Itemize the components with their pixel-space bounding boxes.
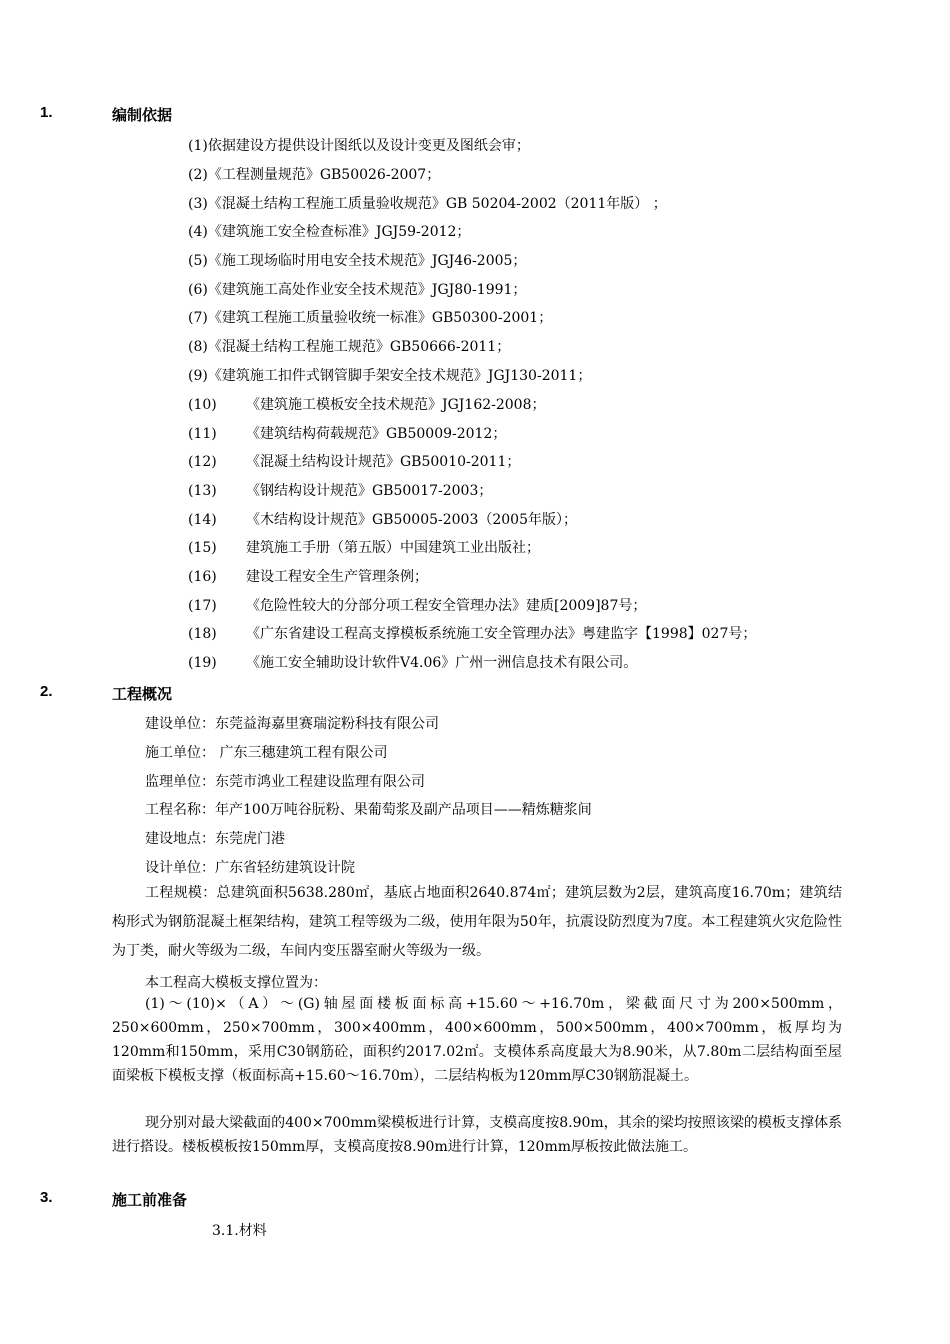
reference-item — [188, 451, 520, 471]
reference-text: 《广东省建设工程高支撑模板系统施工安全管理办法》粤建监字【1998】027号； — [246, 626, 757, 642]
section-1-number: 1. — [40, 104, 53, 121]
reference-item — [188, 537, 540, 557]
reference-text: 《钢结构设计规范》GB50017-2003； — [246, 483, 493, 499]
reference-item: (8)《混凝土结构工程施工规范》GB50666-2011； — [188, 339, 511, 355]
reference-item: (2)《工程测量规范》GB50026-2007； — [188, 167, 441, 183]
section-3-number: 3. — [40, 1189, 53, 1206]
reference-item: (4)《建筑施工安全检查标准》JGJ59-2012； — [188, 224, 471, 240]
reference-text: 《混凝土结构设计规范》GB50010-2011； — [246, 454, 521, 470]
location-line: 建设地点：东莞虎门港 — [145, 831, 285, 847]
reference-text: 《施工安全辅助设计软件V4.06》广州一洲信息技术有限公司。 — [246, 655, 638, 671]
reference-text: 《危险性较大的分部分项工程安全管理办法》建质[2009]87号； — [246, 598, 647, 614]
reference-text: 建设工程安全生产管理条例； — [246, 569, 428, 585]
reference-text: 《建筑施工模板安全技术规范》JGJ162-2008； — [246, 397, 546, 413]
section-2-title: 工程概况 — [112, 686, 173, 703]
support-position-paragraph: (1)～(10)×（A）～(G)轴屋面楼板面标高+15.60～+16.70m，梁截面尺寸为200×500mm，250×600mm，250×700mm，300×400mm，400×600mm，500×500mm，400×700mm，板厚均为120mm和150mm，采用C30钢筋砼，面积约2017.02㎡。支模体系高度最大为8.90米，从7.80m二层结构面至屋面梁板下模板支撑（板面标高+15.60～16.70m），二层结构板为120mm厚C30钢筋混凝土。 — [112, 996, 842, 1084]
reference-item — [188, 480, 492, 500]
contractor-line: 施工单位： 广东三穗建筑工程有限公司 — [145, 745, 388, 761]
reference-number: (10) — [188, 397, 217, 413]
reference-number: (11) — [188, 426, 217, 442]
reference-number: (19) — [188, 655, 217, 671]
reference-item — [188, 652, 637, 672]
reference-item — [188, 595, 646, 615]
reference-item: (5)《施工现场临时用电安全技术规范》JGJ46-2005； — [188, 253, 527, 269]
reference-number: (14) — [188, 512, 217, 528]
reference-item — [188, 394, 546, 414]
scale-paragraph: 工程规模：总建筑面积5638.280㎡，基底占地面积2640.874㎡；建筑层数为2层，建筑高度16.70m；建筑结构形式为钢筋混凝土框架结构，建筑工程等级为二级，使用年限为50年，抗震设防烈度为7度。本工程建筑火灾危险性为丁类，耐火等级为二级，车间内变压器室耐火等级为一级。 — [112, 885, 842, 959]
support-position-title: 本工程高大模板支撑位置为： — [145, 975, 327, 991]
reference-item: (9)《建筑施工扣件式钢管脚手架安全技术规范》JGJ130-2011； — [188, 368, 592, 384]
reference-item: (1)依据建设方提供设计图纸以及设计变更及图纸会审； — [188, 138, 530, 154]
reference-number: (13) — [188, 483, 217, 499]
section-1-title: 编制依据 — [112, 107, 173, 124]
reference-item: (3)《混凝土结构工程施工质量验收规范》GB 50204-2002（2011年版） ； — [188, 196, 667, 212]
reference-text: 《木结构设计规范》GB50005-2003（2005年版）； — [246, 512, 577, 528]
section-3-title: 施工前准备 — [112, 1192, 188, 1209]
owner-line: 建设单位：东莞益海嘉里赛瑞淀粉科技有限公司 — [145, 716, 439, 732]
reference-text: 《建筑结构荷载规范》GB50009-2012； — [246, 426, 507, 442]
subsection-heading: 3.1.材料 — [212, 1223, 267, 1239]
reference-number: (16) — [188, 569, 217, 585]
reference-item: (6)《建筑施工高处作业安全技术规范》JGJ80-1991； — [188, 282, 527, 298]
reference-number: (15) — [188, 540, 217, 556]
reference-number: (17) — [188, 598, 217, 614]
reference-number: (18) — [188, 626, 217, 642]
reference-item: (7)《建筑工程施工质量验收统一标准》GB50300-2001； — [188, 310, 553, 326]
reference-text: 建筑施工手册（第五版）中国建筑工业出版社； — [246, 540, 540, 556]
reference-item — [188, 509, 577, 529]
supervisor-line: 监理单位：东莞市鸿业工程建设监理有限公司 — [145, 774, 425, 790]
reference-item — [188, 623, 756, 643]
project-name-line: 工程名称：年产100万吨谷朊粉、果葡萄浆及副产品项目——精炼糖浆间 — [145, 802, 592, 818]
reference-number: (12) — [188, 454, 217, 470]
reference-item — [188, 423, 506, 443]
calculation-paragraph: 现分别对最大梁截面的400×700mm梁模板进行计算，支模高度按8.90m，其余的梁均按照该梁的模板支撑体系进行搭设。楼板模板按150mm厚，支模高度按8.90m进行计算，120mm厚板按此做法施工。 — [112, 1115, 842, 1155]
section-2-number: 2. — [40, 683, 53, 700]
designer-line: 设计单位：广东省轻纺建筑设计院 — [145, 860, 355, 876]
reference-item — [188, 566, 428, 586]
